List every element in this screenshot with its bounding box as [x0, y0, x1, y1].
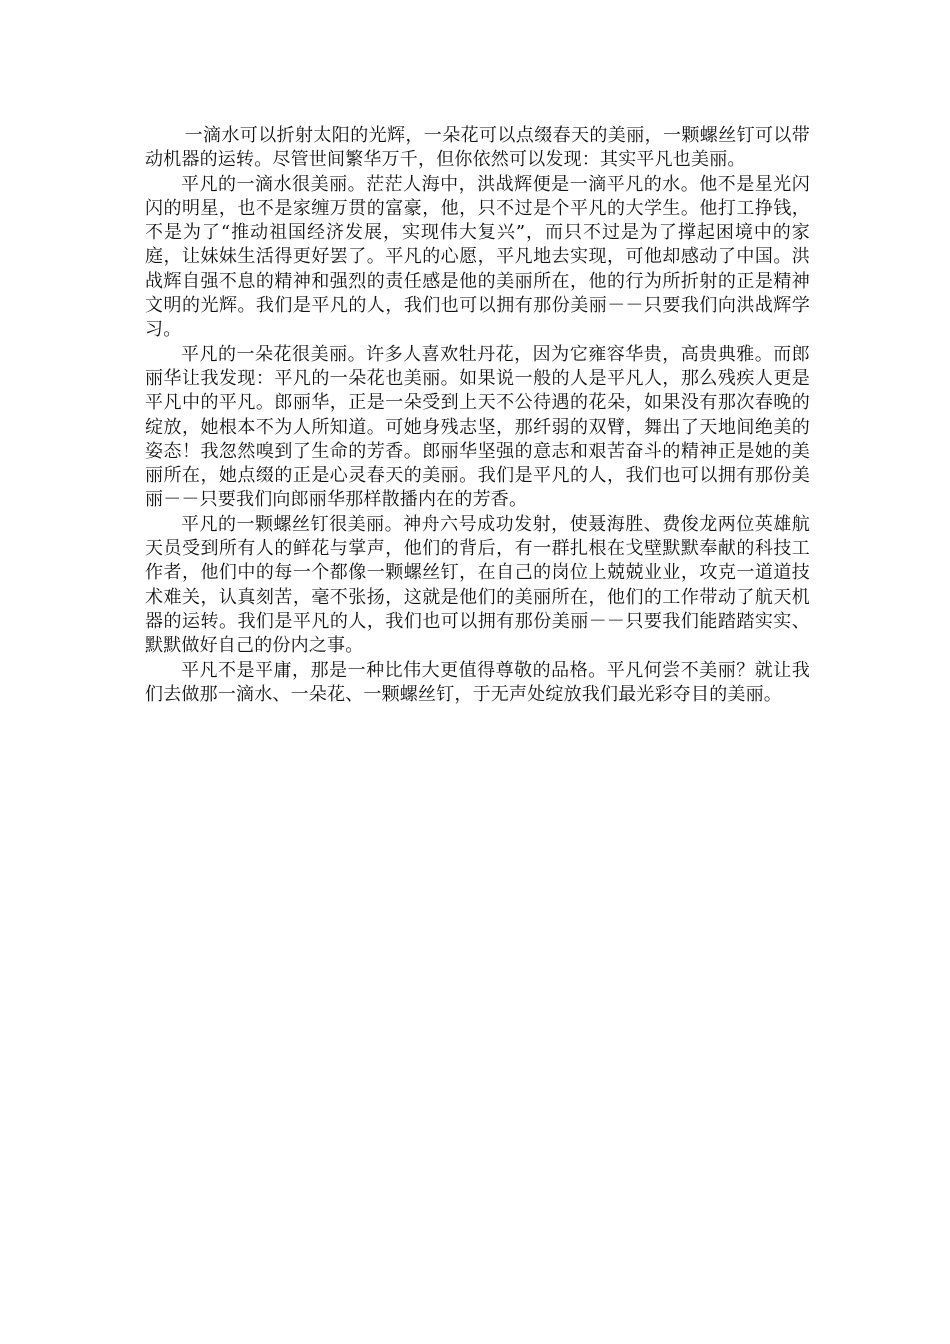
- paragraph-water-drop: 平凡的一滴水很美丽。茫茫人海中，洪战辉便是一滴平凡的水。他不是星光闪闪的明星，也不是家缠万贯的富豪，他，只不过是个平凡的大学生。他打工挣钱，不是为了“推动祖国经济发展，实现伟大复兴”，而只不过是为了撑起困境中的家庭，让妹妹生活得更好罢了。平凡的心愿，平凡地去实现，可他却感动了中国。洪战辉自强不息的精神和强烈的责任感是他的美丽所在，他的行为所折射的正是精神文明的光辉。我们是平凡的人，我们也可以拥有那份美丽－－只要我们向洪战辉学习。: [145, 173, 810, 341]
- paragraph-screw: 平凡的一颗螺丝钉很美丽。神舟六号成功发射，使聂海胜、费俊龙两位英雄航天员受到所有人的鲜花与掌声，他们的背后，有一群扎根在戈壁默默奉献的科技工作者，他们中的每一个都像一颗螺丝钉，在自己的岗位上兢兢业业，攻克一道道技术难关，认真刻苦，毫不张扬，这就是他们的美丽所在，他们的工作带动了航天机器的运转。我们是平凡的人，我们也可以拥有那份美丽－－只要我们能踏踏实实、默默做好自己的份内之事。: [145, 513, 810, 657]
- paragraph-flower: 平凡的一朵花很美丽。许多人喜欢牡丹花，因为它雍容华贵，高贵典雅。而郎丽华让我发现：平凡的一朵花也美丽。如果说一般的人是平凡人，那么残疾人更是平凡中的平凡。郎丽华，正是一朵受到上天不公待遇的花朵，如果没有那次春晚的绽放，她根本不为人所知道。可她身残志坚，那纤弱的双臂，舞出了天地间绝美的姿态！我忽然嗅到了生命的芳香。郎丽华坚强的意志和艰苦奋斗的精神正是她的美丽所在，她点缀的正是心灵春天的美丽。我们是平凡的人，我们也可以拥有那份美丽－－只要我们向郎丽华那样散播内在的芳香。: [145, 343, 810, 511]
- paragraph-intro: 一滴水可以折射太阳的光辉，一朵花可以点缀春天的美丽，一颗螺丝钉可以带动机器的运转。尽管世间繁华万千，但你依然可以发现：其实平凡也美丽。: [145, 125, 810, 171]
- essay-body: [145, 124, 810, 707]
- paragraph-conclusion: 平凡不是平庸，那是一种比伟大更值得尊敬的品格。平凡何尝不美丽？就让我们去做那一滴水、一朵花、一颗螺丝钉，于无声处绽放我们最光彩夺目的美丽。: [145, 659, 810, 705]
